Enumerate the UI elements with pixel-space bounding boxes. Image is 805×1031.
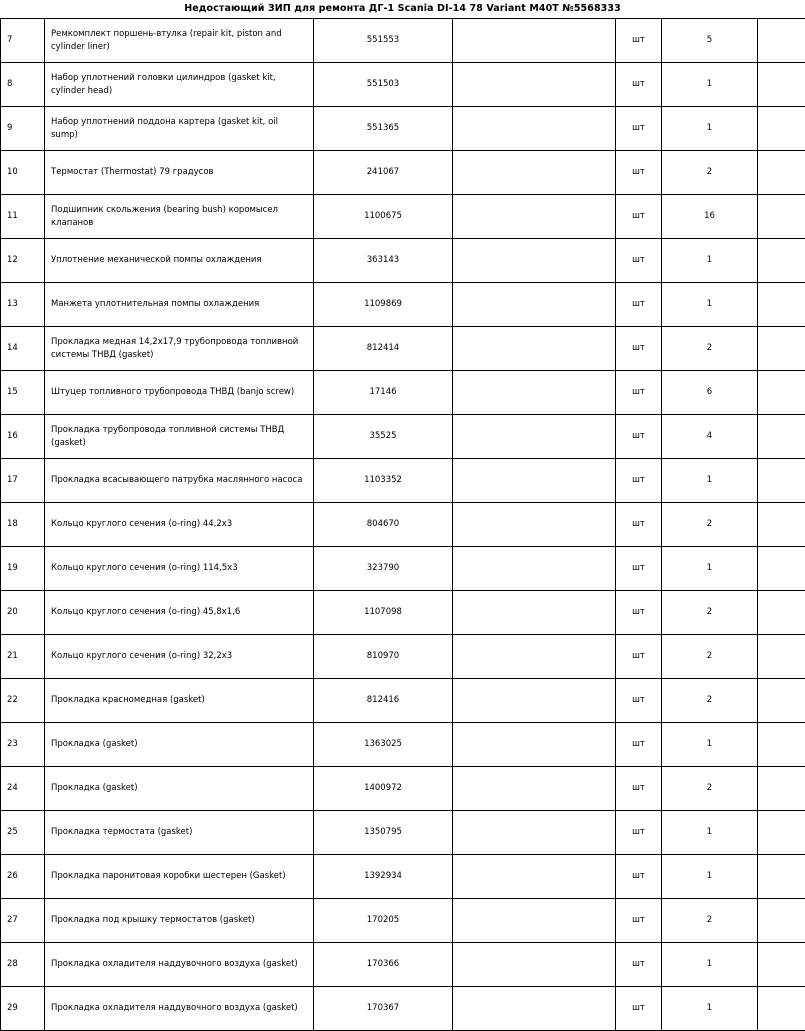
table-row — [1, 547, 805, 591]
row-extra — [758, 19, 805, 63]
row-quantity: 1 — [662, 63, 758, 107]
table-row — [1, 635, 805, 679]
row-part-code: 17146 — [314, 371, 453, 415]
row-note — [453, 899, 616, 943]
row-note — [453, 503, 616, 547]
row-extra — [758, 415, 805, 459]
row-unit: шт — [616, 767, 662, 811]
row-note — [453, 151, 616, 195]
row-unit: шт — [616, 855, 662, 899]
table-row — [1, 19, 805, 63]
row-part-name: Термостат (Thermostat) 79 градусов — [45, 151, 314, 195]
table-row — [1, 503, 805, 547]
parts-table — [0, 18, 805, 1031]
row-number: 27 — [1, 899, 45, 943]
row-part-name: Набор уплотнений головки цилиндров (gasket kit, cylinder head) — [45, 63, 314, 107]
row-number: 12 — [1, 239, 45, 283]
row-number: 17 — [1, 459, 45, 503]
row-extra — [758, 239, 805, 283]
row-part-code: 804670 — [314, 503, 453, 547]
row-unit: шт — [616, 635, 662, 679]
row-extra — [758, 195, 805, 239]
row-quantity: 2 — [662, 591, 758, 635]
row-part-name: Набор уплотнений поддона картера (gasket kit, oil sump) — [45, 107, 314, 151]
row-number: 18 — [1, 503, 45, 547]
row-quantity: 5 — [662, 19, 758, 63]
row-quantity: 2 — [662, 151, 758, 195]
row-quantity: 1 — [662, 855, 758, 899]
row-number: 25 — [1, 811, 45, 855]
table-row — [1, 327, 805, 371]
row-part-code: 241067 — [314, 151, 453, 195]
row-quantity: 1 — [662, 547, 758, 591]
row-part-name: Прокладка охладителя наддувочного воздуха (gasket) — [45, 987, 314, 1031]
row-part-code: 551503 — [314, 63, 453, 107]
row-unit: шт — [616, 811, 662, 855]
row-extra — [758, 547, 805, 591]
row-unit: шт — [616, 239, 662, 283]
row-number: 28 — [1, 943, 45, 987]
row-extra — [758, 723, 805, 767]
row-note — [453, 635, 616, 679]
row-quantity: 1 — [662, 459, 758, 503]
row-part-name: Прокладка всасывающего патрубка маслянного насоса — [45, 459, 314, 503]
row-note — [453, 107, 616, 151]
row-quantity: 1 — [662, 811, 758, 855]
row-number: 13 — [1, 283, 45, 327]
row-part-name: Прокладка охладителя наддувочного воздуха (gasket) — [45, 943, 314, 987]
row-part-name: Прокладка медная 14,2х17,9 трубопровода топливной системы ТНВД (gasket) — [45, 327, 314, 371]
row-part-code: 812416 — [314, 679, 453, 723]
row-quantity: 1 — [662, 283, 758, 327]
row-note — [453, 679, 616, 723]
row-extra — [758, 811, 805, 855]
row-part-name: Штуцер топливного трубопровода ТНВД (banjo screw) — [45, 371, 314, 415]
row-part-name: Кольцо круглого сечения (o-ring) 114,5х3 — [45, 547, 314, 591]
row-note — [453, 943, 616, 987]
row-part-code: 323790 — [314, 547, 453, 591]
row-extra — [758, 635, 805, 679]
row-part-code: 810970 — [314, 635, 453, 679]
row-part-code: 1103352 — [314, 459, 453, 503]
row-note — [453, 547, 616, 591]
row-quantity: 1 — [662, 943, 758, 987]
row-unit: шт — [616, 547, 662, 591]
table-row — [1, 591, 805, 635]
row-extra — [758, 591, 805, 635]
row-extra — [758, 899, 805, 943]
row-note — [453, 283, 616, 327]
row-note — [453, 239, 616, 283]
row-quantity: 2 — [662, 635, 758, 679]
table-row — [1, 767, 805, 811]
row-part-code: 170367 — [314, 987, 453, 1031]
row-number: 26 — [1, 855, 45, 899]
row-part-code: 1107098 — [314, 591, 453, 635]
row-unit: шт — [616, 899, 662, 943]
row-extra — [758, 63, 805, 107]
table-row — [1, 151, 805, 195]
row-unit: шт — [616, 943, 662, 987]
row-part-code: 1400972 — [314, 767, 453, 811]
row-unit: шт — [616, 283, 662, 327]
row-extra — [758, 767, 805, 811]
row-quantity: 2 — [662, 767, 758, 811]
row-part-code: 1392934 — [314, 855, 453, 899]
row-part-code: 551553 — [314, 19, 453, 63]
table-row — [1, 459, 805, 503]
row-part-name: Прокладка красномедная (gasket) — [45, 679, 314, 723]
table-row — [1, 943, 805, 987]
row-part-name: Прокладка термостата (gasket) — [45, 811, 314, 855]
table-row — [1, 415, 805, 459]
row-number: 22 — [1, 679, 45, 723]
row-quantity: 1 — [662, 723, 758, 767]
row-number: 16 — [1, 415, 45, 459]
row-number: 8 — [1, 63, 45, 107]
row-unit: шт — [616, 195, 662, 239]
row-note — [453, 459, 616, 503]
row-unit: шт — [616, 63, 662, 107]
row-quantity: 6 — [662, 371, 758, 415]
table-row — [1, 811, 805, 855]
row-part-name: Кольцо круглого сечения (o-ring) 32,2х3 — [45, 635, 314, 679]
row-unit: шт — [616, 591, 662, 635]
row-part-code: 170205 — [314, 899, 453, 943]
row-part-code: 170366 — [314, 943, 453, 987]
row-quantity: 1 — [662, 239, 758, 283]
row-extra — [758, 503, 805, 547]
row-part-name: Ремкомплект поршень-втулка (repair kit, piston and cylinder liner) — [45, 19, 314, 63]
row-number: 21 — [1, 635, 45, 679]
row-extra — [758, 283, 805, 327]
table-row — [1, 63, 805, 107]
row-note — [453, 415, 616, 459]
row-unit: шт — [616, 459, 662, 503]
table-row — [1, 283, 805, 327]
row-note — [453, 327, 616, 371]
row-unit: шт — [616, 503, 662, 547]
parts-table-body — [1, 19, 805, 1031]
row-note — [453, 767, 616, 811]
row-quantity: 4 — [662, 415, 758, 459]
row-part-code: 1109869 — [314, 283, 453, 327]
row-part-name: Подшипник скольжения (bearing bush) коромысел клапанов — [45, 195, 314, 239]
row-extra — [758, 371, 805, 415]
table-row — [1, 899, 805, 943]
row-part-name: Прокладка паронитовая коробки шестерен (Gasket) — [45, 855, 314, 899]
row-note — [453, 591, 616, 635]
row-part-name: Кольцо круглого сечения (o-ring) 45,8х1,6 — [45, 591, 314, 635]
row-part-name: Прокладка (gasket) — [45, 723, 314, 767]
table-row — [1, 679, 805, 723]
row-quantity: 2 — [662, 899, 758, 943]
table-row — [1, 107, 805, 151]
row-part-name: Прокладка трубопровода топливной системы ТНВД (gasket) — [45, 415, 314, 459]
row-extra — [758, 327, 805, 371]
row-number: 24 — [1, 767, 45, 811]
row-number: 7 — [1, 19, 45, 63]
row-number: 20 — [1, 591, 45, 635]
row-part-code: 551365 — [314, 107, 453, 151]
row-part-name: Манжета уплотнительная помпы охлаждения — [45, 283, 314, 327]
row-unit: шт — [616, 19, 662, 63]
row-part-code: 1100675 — [314, 195, 453, 239]
table-row — [1, 239, 805, 283]
row-unit: шт — [616, 371, 662, 415]
row-extra — [758, 943, 805, 987]
row-unit: шт — [616, 679, 662, 723]
row-extra — [758, 107, 805, 151]
row-part-code: 1363025 — [314, 723, 453, 767]
row-part-name: Прокладка (gasket) — [45, 767, 314, 811]
table-row — [1, 723, 805, 767]
row-part-name: Уплотнение механической помпы охлаждения — [45, 239, 314, 283]
row-note — [453, 371, 616, 415]
row-quantity: 1 — [662, 987, 758, 1031]
row-number: 23 — [1, 723, 45, 767]
row-extra — [758, 679, 805, 723]
row-extra — [758, 855, 805, 899]
row-number: 11 — [1, 195, 45, 239]
row-quantity: 16 — [662, 195, 758, 239]
row-unit: шт — [616, 723, 662, 767]
row-number: 10 — [1, 151, 45, 195]
row-unit: шт — [616, 107, 662, 151]
row-quantity: 2 — [662, 503, 758, 547]
row-number: 9 — [1, 107, 45, 151]
row-note — [453, 195, 616, 239]
row-unit: шт — [616, 151, 662, 195]
row-number: 14 — [1, 327, 45, 371]
row-number: 29 — [1, 987, 45, 1031]
row-extra — [758, 459, 805, 503]
row-note — [453, 63, 616, 107]
table-row — [1, 371, 805, 415]
row-note — [453, 723, 616, 767]
row-part-code: 35525 — [314, 415, 453, 459]
row-note — [453, 811, 616, 855]
row-unit: шт — [616, 987, 662, 1031]
table-row — [1, 195, 805, 239]
row-part-name: Кольцо круглого сечения (o-ring) 44,2х3 — [45, 503, 314, 547]
row-note — [453, 19, 616, 63]
row-part-code: 812414 — [314, 327, 453, 371]
page-title: Недостающий ЗИП для ремонта ДГ-1 Scania DI-14 78 Variant M40T №5568333 — [0, 0, 805, 18]
row-number: 19 — [1, 547, 45, 591]
row-extra — [758, 151, 805, 195]
row-part-code: 363143 — [314, 239, 453, 283]
row-quantity: 2 — [662, 327, 758, 371]
table-row — [1, 855, 805, 899]
row-unit: шт — [616, 415, 662, 459]
row-number: 15 — [1, 371, 45, 415]
row-part-name: Прокладка под крышку термостатов (gasket) — [45, 899, 314, 943]
row-quantity: 2 — [662, 679, 758, 723]
row-part-code: 1350795 — [314, 811, 453, 855]
row-quantity: 1 — [662, 107, 758, 151]
row-note — [453, 855, 616, 899]
row-unit: шт — [616, 327, 662, 371]
